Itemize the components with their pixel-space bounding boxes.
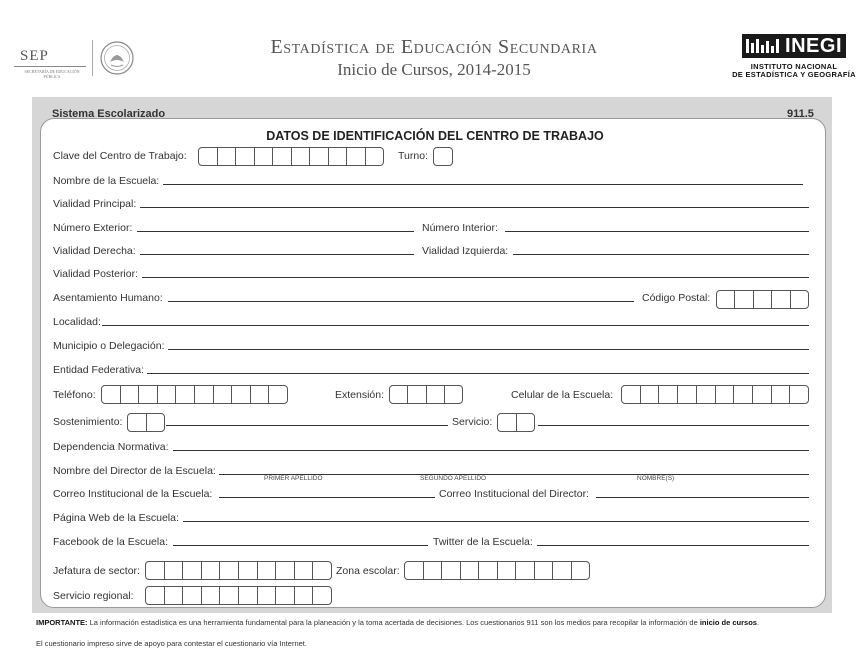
telefono-label: Teléfono: (53, 389, 96, 401)
primer-apellido-caption: PRIMER APELLIDO (264, 475, 323, 482)
vialidad-posterior-label: Vialidad Posterior: (53, 268, 139, 280)
sostenimiento-label: Sostenimiento: (53, 416, 123, 428)
vialidad-izquierda-input[interactable] (513, 254, 809, 255)
sep-name: SEP (20, 48, 49, 64)
section-title: DATOS DE IDENTIFICACIÓN DEL CENTRO DE TRABAJO (266, 129, 604, 143)
sostenimiento-description-line[interactable] (166, 425, 448, 426)
servicio-regional-input[interactable] (145, 586, 332, 605)
turno-input[interactable] (433, 147, 453, 166)
important-end: . (756, 618, 760, 627)
entidad-label: Entidad Federativa: (53, 364, 145, 376)
sep-divider-line (14, 66, 86, 67)
vialidad-derecha-label: Vialidad Derecha: (53, 245, 136, 257)
numero-interior-input[interactable] (505, 231, 809, 232)
inegi-logo (742, 34, 846, 58)
correo-director-label: Correo Institucional del Director: (439, 488, 589, 500)
turno-label: Turno: (398, 150, 428, 162)
form-code: 911.5 (787, 108, 814, 120)
segundo-apellido-caption: SEGUNDO APELLIDO (420, 475, 487, 482)
nombre-escuela-label: Nombre de la Escuela: (53, 175, 160, 187)
municipio-label: Municipio o Delegación: (53, 340, 165, 352)
twitter-label: Twitter de la Escuela: (433, 536, 533, 548)
inegi-full-name (730, 63, 858, 79)
twitter-input[interactable] (537, 545, 809, 546)
inegi-line-1: INSTITUTO NACIONAL (750, 62, 838, 71)
important-bold: inicio de cursos (699, 618, 757, 627)
servicio-input[interactable] (497, 413, 535, 432)
servicio-label: Servicio: (452, 416, 493, 428)
facebook-input[interactable] (173, 545, 428, 546)
numero-exterior-input[interactable] (137, 231, 414, 232)
logo-divider (92, 40, 93, 76)
zona-label: Zona escolar: (336, 565, 400, 577)
form-card (40, 118, 826, 608)
nombres-caption: NOMBRE(S) (637, 475, 675, 482)
internet-note: El cuestionario impreso sirve de apoyo para contestar el cuestionario vía Internet. (36, 639, 307, 648)
director-label: Nombre del Director de la Escuela: (53, 465, 216, 477)
document-subtitle: Inicio de Cursos, 2014-2015 (337, 60, 531, 79)
vialidad-posterior-input[interactable] (142, 277, 809, 278)
national-seal-icon (99, 40, 135, 76)
numero-exterior-label: Número Exterior: (53, 222, 133, 234)
extension-label: Extensión: (335, 389, 385, 401)
zona-input[interactable] (404, 561, 590, 580)
correo-escuela-label: Correo Institucional de la Escuela: (53, 488, 213, 500)
celular-label: Celular de la Escuela: (511, 389, 614, 401)
important-notice (36, 618, 836, 627)
asentamiento-input[interactable] (168, 301, 634, 302)
clave-input[interactable] (198, 147, 384, 166)
nombre-escuela-input[interactable] (163, 184, 803, 185)
servicio-description-line[interactable] (538, 425, 809, 426)
codigo-postal-label: Código Postal: (642, 292, 711, 304)
celular-input[interactable] (621, 385, 809, 404)
inegi-emblem-icon (745, 37, 781, 55)
correo-director-input[interactable] (596, 497, 809, 498)
localidad-label: Localidad: (53, 316, 101, 328)
asentamiento-label: Asentamiento Humano: (53, 292, 163, 304)
pagina-web-input[interactable] (183, 521, 809, 522)
pagina-web-label: Página Web de la Escuela: (53, 512, 179, 524)
vialidad-principal-input[interactable] (140, 207, 809, 208)
codigo-postal-input[interactable] (716, 290, 809, 309)
correo-escuela-input[interactable] (219, 497, 435, 498)
vialidad-principal-label: Vialidad Principal: (53, 198, 137, 210)
dependencia-input[interactable] (173, 450, 809, 451)
document-title: Estadística de Educación Secundaria (270, 36, 598, 58)
dependencia-label: Dependencia Normativa: (53, 441, 169, 453)
important-text: La información estadística es una herramienta fundamental para la planeación y la toma acertada de decisiones. Los cuestionarios 911 son los medios para recopilar la información de (87, 618, 700, 627)
sep-subtitle: SECRETARÍA DE EDUCACIÓN PÚBLICA (24, 69, 80, 79)
telefono-input[interactable] (101, 385, 288, 404)
extension-input[interactable] (389, 385, 463, 404)
municipio-input[interactable] (168, 349, 809, 350)
jefatura-label: Jefatura de sector: (53, 565, 140, 577)
entidad-input[interactable] (147, 373, 809, 374)
inegi-name: INEGI (785, 34, 842, 57)
important-label: IMPORTANTE: (36, 618, 88, 627)
clave-label: Clave del Centro de Trabajo: (53, 150, 187, 162)
system-label: Sistema Escolarizado (52, 108, 166, 120)
sostenimiento-input[interactable] (127, 413, 165, 432)
vialidad-izquierda-label: Vialidad Izquierda: (422, 245, 509, 257)
jefatura-input[interactable] (145, 561, 332, 580)
servicio-regional-label: Servicio regional: (53, 590, 134, 602)
inegi-line-2: DE ESTADÍSTICA Y GEOGRAFÍA (732, 70, 856, 79)
vialidad-derecha-input[interactable] (140, 254, 414, 255)
facebook-label: Facebook de la Escuela: (53, 536, 168, 548)
numero-interior-label: Número Interior: (422, 222, 498, 234)
localidad-input[interactable] (102, 325, 809, 326)
